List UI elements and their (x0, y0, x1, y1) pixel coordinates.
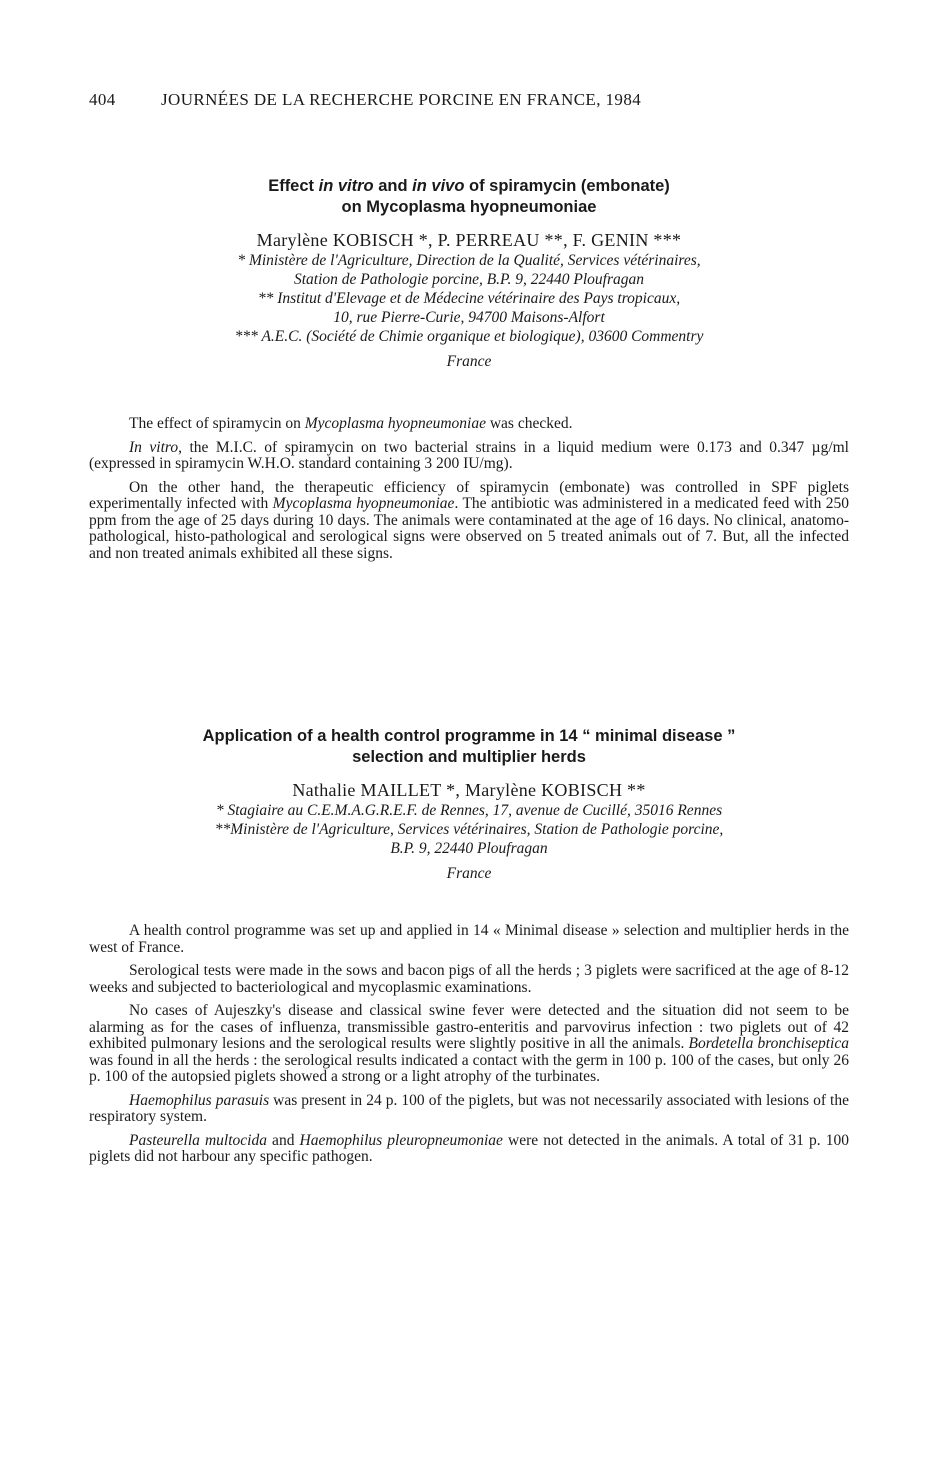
author-list: Nathalie MAILLET *, Marylène KOBISCH ** (292, 780, 646, 800)
article-title: Effect in vitro and in vivo of spiramycin (embonate) on Mycoplasma hyopneumoniae (268, 177, 670, 216)
affiliation-line: ** Institut d'Elevage et de Médecine vétérinaire des Pays tropicaux, (257, 290, 681, 307)
page-number: 404 (89, 90, 116, 109)
article-health-programme (89, 726, 849, 1173)
affiliation-list (89, 251, 849, 346)
paragraph: Pasteurella multocida and Haemophilus pleuropneumoniae were not detected in the animals. A total of 31 p. 100 piglets did not harbour any specific pathogen. (89, 1131, 849, 1165)
paragraph: Serological tests were made in the sows and bacon pigs of all the herds ; 3 piglets were sacrificed at the age of 8-12 weeks and subjected to bacteriological and mycoplasmic examinations. (89, 962, 849, 996)
abstract-body (89, 923, 849, 1166)
journal-title: JOURNÉES DE LA RECHERCHE PORCINE EN FRANCE, 1984 (161, 90, 642, 109)
paragraph: In vitro, the M.I.C. of spiramycin on two bacterial strains in a liquid medium were 0.173 and 0.347 µg/ml (expressed in spiramycin W.H.O. standard containing 3 200 IU/mg). (89, 438, 849, 472)
affiliation-line: 10, rue Pierre-Curie, 94700 Maisons-Alfort (333, 309, 605, 326)
paragraph: The effect of spiramycin on Mycoplasma hyopneumoniae was checked. (129, 415, 573, 432)
affiliation-line: B.P. 9, 22440 Ploufragan (390, 840, 548, 857)
affiliation-line: Station de Pathologie porcine, B.P. 9, 22440 Ploufragan (293, 271, 644, 288)
paragraph: On the other hand, the therapeutic efficiency of spiramycin (embonate) was controlled in SPF piglets experimentally infected with Mycoplasma hyopneumoniae. The antibiotic was administered in a medicated feed with 250 ppm from the age of 25 days during 10 days. The animals were contaminated at the age of 16 days. No clinical, anatomo-pathological, histo-pathological and serological signs were observed on 5 treated animals out of 7. But, all the infected and non treated animals exhibited all these signs. (89, 478, 850, 562)
abstract-body (89, 416, 849, 562)
paragraph: Haemophilus parasuis was present in 24 p. 100 of the piglets, but was not necessarily associated with lesions of the respiratory system. (89, 1091, 849, 1125)
affiliation-list (89, 801, 849, 858)
paragraph: A health control programme was set up and applied in 14 « Minimal disease » selection and multiplier herds in the west of France. (89, 922, 849, 956)
affiliation-line: *** A.E.C. (Société de Chimie organique et biologique), 03600 Commentry (234, 328, 704, 345)
affiliation-line: * Ministère de l'Agriculture, Direction de la Qualité, Services vétérinaires, (237, 252, 701, 269)
running-header (89, 90, 849, 110)
country: France (446, 353, 492, 370)
article-spiramycin (89, 176, 849, 569)
affiliation-line: * Stagiaire au C.E.M.A.G.R.E.F. de Rennes, 17, avenue de Cucillé, 35016 Rennes (215, 802, 723, 819)
affiliation-line: **Ministère de l'Agriculture, Services vétérinaires, Station de Pathologie porcine, (214, 821, 724, 838)
author-list: Marylène KOBISCH *, P. PERREAU **, F. GENIN *** (256, 230, 682, 250)
country: France (446, 865, 492, 882)
article-title: Application of a health control programme in 14 “ minimal disease ” selection and multiplier herds (202, 727, 736, 766)
paragraph: No cases of Aujeszky's disease and classical swine fever were detected and the situation did not seem to be alarming as for the cases of influenza, transmissible gastro-enteritis and parvovirus infection : two piglets out of 42 exhibited pulmonary lesions and the serological results were slightly positive in all the animals. Bordetella bronchiseptica was found in all the herds : the serological results indicated a contact with the germ in 100 p. 100 of the cases, but only 26 p. 100 of the autopsied piglets showed a strong or a light atrophy of the turbinates. (89, 1002, 849, 1085)
